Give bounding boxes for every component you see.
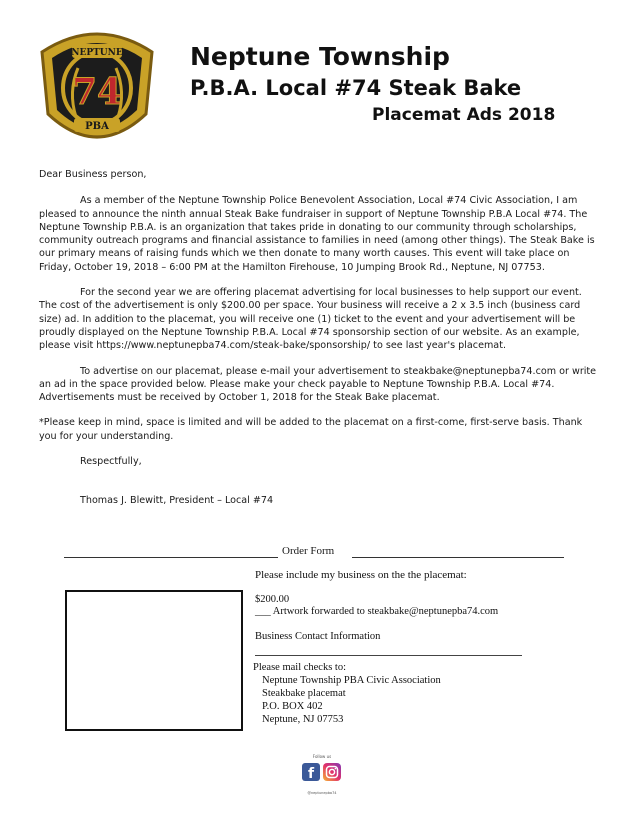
- mail-line-4: Neptune, NJ 07753: [262, 714, 344, 725]
- social-handle: @neptunepba74: [307, 791, 337, 795]
- greeting: Dear Business person,: [39, 169, 147, 180]
- letter-body: [39, 168, 599, 520]
- ad-space-box[interactable]: [65, 590, 243, 731]
- closing: Respectfully,: [80, 456, 142, 468]
- artwork-line: ___ Artwork forwarded to steakbake@neptunepba74.com: [255, 606, 499, 617]
- mail-line-2: Steakbake placemat: [262, 688, 346, 699]
- instagram-icon[interactable]: [323, 763, 341, 781]
- title-line-3: Placemat Ads 2018: [372, 105, 556, 125]
- paragraph-1: As a member of the Neptune Township Police Benevolent Association, Local #74 Civic Association, I am pleased to announce the ninth annual Steak Bake fundraiser in support of Neptune Township P.B.A Local #74. The Neptune Township P.B.A. is an organization that takes pride in donating to our community through scholarships, community outreach programs and financial assistance to families in need (among other things). The Steak Bake is our primary means of raising funds which we then donate to many worth causes. This event will take place on Friday, October 19, 2018 – 6:00 PM at the Hamilton Firehouse, 10 Jumping Brook Rd., Neptune, NJ 07753.: [39, 195, 595, 273]
- letterhead: [0, 0, 640, 150]
- social-links: [297, 754, 347, 798]
- order-form-title: Order Form: [282, 545, 335, 557]
- paragraph-3: To advertise on our placemat, please e-mail your advertisement to steakbake@neptunepba74.com or write an ad in the space provided below. Please make your check payable to Neptune Township P.B.A. Local #74. Advertisements must be received by October 1, 2018 for the Steak Bake placemat.: [39, 365, 597, 404]
- title-line-2: P.B.A. Local #74 Steak Bake: [190, 76, 522, 100]
- include-line: Please include my business on the the placemat:: [255, 569, 467, 581]
- mail-label: Please mail checks to:: [253, 662, 347, 673]
- paragraph-2: For the second year we are offering placemat advertising for local businesses to help support our event. The cost of the advertisement is only $200.00 per space. Your business will receive a 2 x 3.5 inch (business card size) ad. In addition to the placemat, you will receive one (1) ticket to the event and your advertisement will be proudly displayed on the Neptune Township P.B.A. Local #74 sponsorship section of our website. As an example, please visit https://www.neptunepba74.com/steak-bake/sponsorship/ to see last year's placemat.: [39, 287, 582, 352]
- signature: Thomas J. Blewitt, President – Local #74: [80, 495, 274, 507]
- badge-top-text: NEPTUNE: [71, 48, 123, 58]
- order-form-heading: [64, 544, 564, 560]
- price: $200.00: [255, 594, 290, 605]
- facebook-icon[interactable]: [302, 763, 320, 781]
- mail-line-1: Neptune Township PBA Civic Association: [262, 675, 441, 686]
- order-rule-left: [64, 557, 278, 558]
- contact-rule[interactable]: [255, 655, 522, 656]
- order-rule-right: [352, 557, 564, 558]
- title-line-1: Neptune Township: [190, 42, 450, 71]
- paragraph-4: *Please keep in mind, space is limited and will be added to the placemat on a first-come, first-serve basis. Thank you for your understanding.: [39, 417, 583, 442]
- pba-badge-logo: [28, 22, 166, 150]
- svg-text:f: f: [308, 766, 315, 781]
- badge-number: 74: [71, 71, 123, 113]
- badge-bottom-text: PBA: [85, 121, 109, 132]
- contact-label: Business Contact Information: [255, 631, 381, 642]
- follow-text: Follow us: [312, 754, 332, 759]
- mail-line-3: P.O. BOX 402: [262, 701, 323, 712]
